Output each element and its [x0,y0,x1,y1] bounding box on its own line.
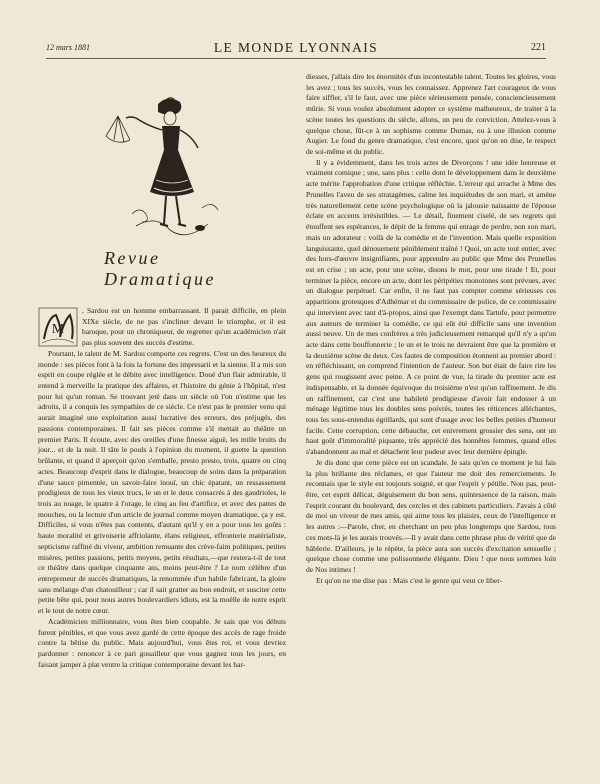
fan-icon [106,116,130,142]
paragraph: Et qu'on ne me dise pas : Mais c'est le genre qui veut ce liber- [316,575,503,585]
paragraph: diesses, j'allais dire les énormités d'un incontestable talent. Toutes les gloires, vous les avez ; tous les succès, vous les connaissez. Apprenez l'art courageux de vous faire siffler, s'il le faut, avec une pièce sérieusement pensée, consciencieusement mûrie. Si vous voulez absolument adopter ce système malheureux, de traiter à la scène toutes les questions du siècle, allons, un peu de conviction. Attelez-vous à quelque chose, fût-ce à un sophisme comme Dumas, ou à une illusion comme Augier. Le fond du genre dramatique, c'est encore, quoi qu'on en dise, le respect de soi-même et du public. [306,72,556,157]
paragraph-text: . Sardou est un homme embarrassant. Il parait difficile, en plein XIXe siècle, de ne pas s'incliner devant le triomphe, et il est baroque, pour un chroniqueur, de regretter qu'un académicien n'ait pas plus souvent des succès d'estime. [82,306,286,348]
header-rule [46,58,546,59]
page-header [46,40,546,56]
paragraph [38,306,286,349]
dancing-woman-illustration [96,96,246,244]
paragraph: Pourtant, le talent de M. Sardou comporte ces regrets. C'est un des heureux du monde : ses pièces font à la fois la fortune des impresarii et la sienne. Il a mis son esprit en coupe réglée et le débite avec intelligence. Doué d'un flair admirable, il entend à merveille la pratique des affaires, et l'histoire du génie à l'hôpital, n'est pour lui qu'un roman. Se trouvant jeté dans un siècle où l'on n'estime que les adroits, il a conquis les sympathies de ce siècle. Ce n'est pas le premier venu qui aurait imaginé une exploitation aussi lucrative des erreurs, des préjugés, des passions contemporaines. Il fait ses pièces comme s'il mettait au théâtre un premier Paris. Il écoute, avec des oreilles d'une finesse aiguë, les mille bruits du jour... et de la nuit. Il tâte le pouls à l'opinion du moment, il guette la question brûlante, et quand il aperçoit qu'on s'emballe, presto presto, trois, quatre ou cinq actes. Beaucoup d'esprit dans le dialogue, beaucoup de soins dans la préparation d'une sauce pimentée, un savoir-faire inouï, un chic épatant, un ressassement prodigieux de tous les vieux trucs, le un et le deux consacrés à des gaudrioles, le trois au nuage, le quatre à l'orage, le cinq au feu d'artifice, et avec des pattes de mouches, ou la lecture d'un article de journal comme moyen dramatique, ça y est. Difficiles, si vous n'êtes pas contents, d'autant qu'il y en a pour tous les goûts : haute moralité et grivoiserie affriolante, élans religieux, effronterie matérialiste, septicisme raffiné du viveur, ambition remuante des crève-faim politiques, petites misères, petites passions, petits moyens, petits résultats,—que restera-t-il de tout ce théâtre dans quelque cinquante ans, moins peut-être ? Le nom célèbre d'un entrepreneur de succès dramatiques, la renommée d'un habile fabricant, la gloire sans mélange d'un chatouilleur ; car il sait gratter au bon endroit, et susciter cette petite bête qui, pour nous autres boulevardiers idiots, est la moëlle de notre esprit et le tout de notre cœur. [38,348,286,616]
paragraph: Il y a évidemment, dans les trois actes de Divorçons ! une idée heureuse et vraiment comique ; une, sans plus : celle dont le développement dans le deuxième acte mérite l'approbation d'une critique réfléchie. L'erreur qui arrache à Mme des Prunelles l'aveu de ses stratagèmes, calme les inquiétudes de son mari, et amène très naturellement cette scène psychologique où la jalousie naissante de l'épouse éclate en accents irrésistibles. — Le détail, finement ciselé, de ses regrets qui étouffent ses espérances, le dépit de la femme qui enrage de perdre, non son mari, mais un adorateur : voilà de la comédie et de l'invention. Mais quelle exposition languissante, quel dénouement péniblement traîné ! Quoi, un acte tout entier, avec des hors-d'œuvre insignifiants, pour apprendre au public que Mme des Prunelles est en crise ; un acte, pour une scène, disons le mot, pour une tirade ! Et, pour terminer la pièce, encore un acte, dont les péripéties monotones sont prévues, avec un dialogue perpétuel. Car enfin, il ne faut pas compter comme sérieuses ces apparitions grotesques d'Adhémar et du commissaire de police, de ce commissaire qui intervient avec tant d'à-propos, ainsi que l'exempt dans Tartufe, pour permettre aux auteurs de terminer la comédie, ce qui eût été difficile sans une invention aussi neuve. Un de mes confrères a très judicieusement remarqué qu'il n'y a qu'un acte dans cette bouffonnerie ; le un et le trois ne devraient être que la première et la deuxième scène du deux. Ces fautes de composition étonnent au premier abord : en réfléchissant, on comprend l'intention de l'auteur. Son but était de faire rire les gens qui rougissent avec peine. A ce point de vue, la tirade du premier acte est indispensable, et la donnée équivoque du troisième n'est qu'un raffinement. Je dis un raffinement, car c'est une habileté prodigieuse d'avoir fait endosser à un ménage légitime tous les doubles sens poivrés, toutes les réticences alléchantes, tous les sous-entendus égrillards, qui sont d'usage avec les belles petites d'humeur facile. Cette corruption, cette débauche, cet enivrement grossier des sens, ont un haut goût d'immoralité piquante, très apprécié des honnêtes femmes, quand elles s'abandonnent au mal et détachent leur pudeur avec leur dernière épingle. [306,157,556,457]
right-column [306,72,556,587]
article-heading: Revue Dramatique [104,248,216,289]
drop-cap-m-icon [38,307,78,347]
issue-date: 12 mars 1881 [46,43,91,52]
left-column [38,306,286,670]
svg-text:M: M [51,322,65,337]
journal-title: LE MONDE LYONNAIS [213,40,379,55]
paragraph: Académicien millionnaire, vous êtes bien coupable. Je sais que vos débuts furent pénibles, et que vous avez gardé de cette époque des accès de rage froide contre la bêtise du public. Mais aujourd'hui, vous êtes roi, et vous devriez pardonner : renoncer à ce pari gouailleur que vous gagnez tous les jours, en faisant jamper à plat ventre la critique contemporaine devant les har- [38,616,286,669]
page-number: 221 [531,42,546,53]
paragraph: Je dis donc que cette pièce est un scandale. Je sais qu'en ce moment je lui fais la plus brillante des réclames, et que l'auteur me doit des remerciements. Je reconnais que le style est toujours soigné, et que l'esprit y pétille. Non pas, peut-être, cet esprit délicat, déguisement du bon sens, quintessence de la raison, mais l'esprit courant du boulevard, des cercles et des cabinets particuliers. J'avais à côté de moi un viveur de mes amis, qui aime tous les plaisirs, ceux de l'intelligence et les autres :—Parole, cher, en cherchant un peu plus longtemps que Sardou, tous ces mots-là je les aurais trouvés.—Il y avait dans cette phrase plus de vérité que de hâblerie. D'ailleurs, je le répète, la pièce aura son succès d'excitation sensuelle ; quelque chose comme une polissonnerie élégante. Dieu ! que nous sommes loin de Nos intimes ! [306,457,556,575]
